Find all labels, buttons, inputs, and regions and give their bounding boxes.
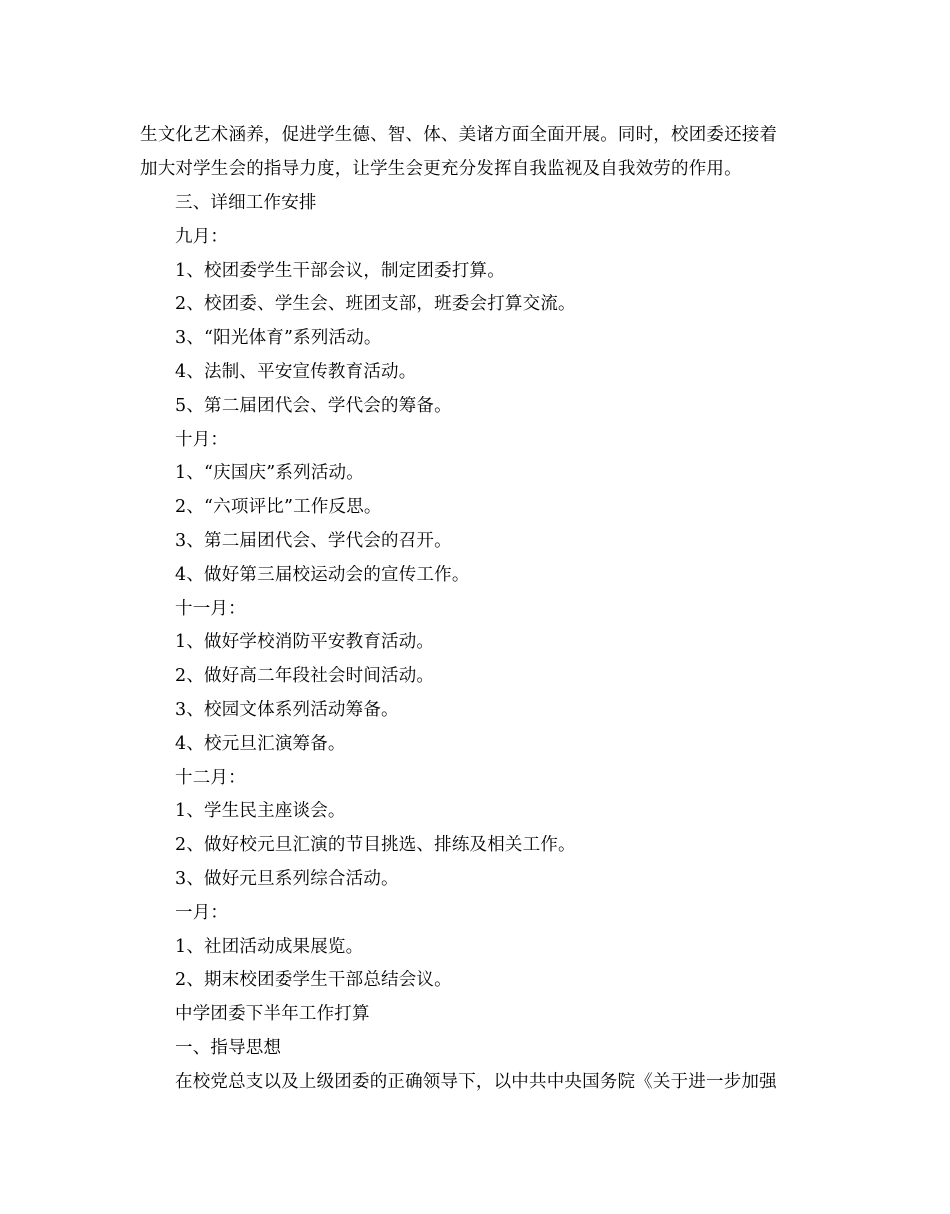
list-item: 2、期末校团委学生干部总结会议。 [175, 970, 452, 990]
list-item: 2、做好校元旦汇演的节目挑选、排练及相关工作。 [175, 835, 576, 855]
month-heading: 九月： [175, 227, 229, 247]
month-heading: 十二月： [175, 768, 246, 788]
month-heading: 十一月： [175, 599, 246, 619]
list-item: 2、做好高二年段社会时间活动。 [175, 666, 435, 686]
paragraph-line: 生文化艺术涵养，促进学生德、智、体、美诸方面全面开展。同时，校团委还接着 [140, 125, 778, 145]
document-title: 中学团委下半年工作打算 [175, 1004, 370, 1024]
list-item: 2、“六项评比”工作反思。 [175, 497, 382, 517]
list-item: 3、“阳光体育”系列活动。 [175, 328, 382, 348]
list-item: 1、校团委学生干部会议，制定团委打算。 [175, 261, 505, 281]
list-item: 3、第二届团代会、学代会的召开。 [175, 531, 452, 551]
list-item: 4、做好第三届校运动会的宣传工作。 [175, 565, 470, 585]
list-item: 4、校元旦汇演筹备。 [175, 734, 346, 754]
paragraph-line: 在校党总支以及上级团委的正确领导下，以中共中央国务院《关于进一步加强 [175, 1072, 777, 1092]
list-item: 3、校园文体系列活动筹备。 [175, 700, 399, 720]
month-heading: 十月： [175, 430, 229, 450]
list-item: 1、“庆国庆”系列活动。 [175, 463, 364, 483]
list-item: 2、校团委、学生会、班团支部，班委会打算交流。 [175, 294, 576, 314]
list-item: 1、学生民主座谈会。 [175, 801, 346, 821]
list-item: 4、法制、平安宣传教育活动。 [175, 362, 417, 382]
paragraph-line: 加大对学生会的指导力度，让学生会更充分发挥自我监视及自我效劳的作用。 [140, 159, 742, 179]
list-item: 1、社团活动成果展览。 [175, 937, 364, 957]
month-heading: 一月： [175, 903, 229, 923]
list-item: 3、做好元旦系列综合活动。 [175, 869, 399, 889]
section-heading: 三、详细工作安排 [175, 193, 317, 213]
list-item: 5、第二届团代会、学代会的筹备。 [175, 396, 452, 416]
section-heading: 一、指导思想 [175, 1038, 282, 1058]
list-item: 1、做好学校消防平安教育活动。 [175, 632, 435, 652]
